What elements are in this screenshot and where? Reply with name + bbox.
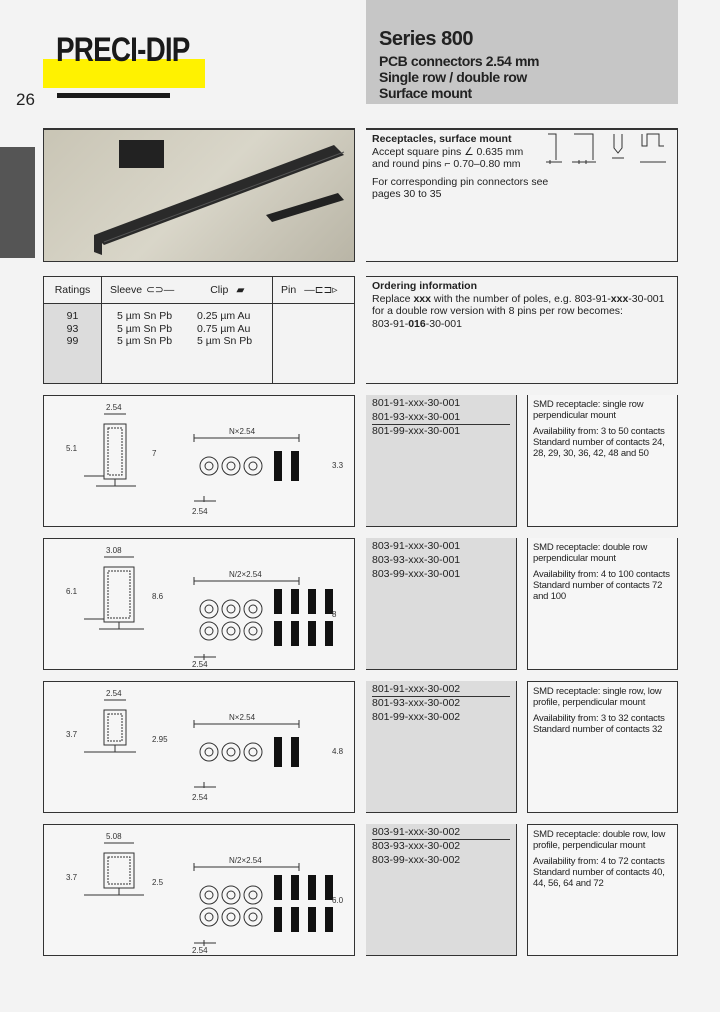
part-number: 803-91-xxx-30-001 [372,540,461,552]
mounting-symbols-icon [544,132,674,168]
dimension-label: 7 [152,449,157,458]
header-line: Surface mount [379,85,472,101]
part-numbers [366,395,517,527]
logo-underline [57,93,170,98]
receptacles-title: Receptacles, surface mount [372,133,512,145]
connector-photo-illustration [44,130,355,262]
dimension-label: 3.7 [66,873,78,882]
ordering-example: 016 [408,317,426,330]
ordering-text: Replace [372,292,414,305]
product-description [527,681,678,813]
dimension-label: 8.6 [152,592,164,601]
part-numbers [366,681,517,813]
clip-rating: 0.25 µm Au [197,310,251,322]
technical-drawing [43,538,355,670]
part-numbers [366,538,517,670]
dimension-label: 2.54 [192,946,208,955]
receptacles-text: pages 30 to 35 [372,188,442,200]
ordering-text: with the number of poles, e.g. 803-91- [430,292,611,305]
receptacles-text: For corresponding pin connectors see [372,175,549,188]
product-description [527,538,678,670]
ordering-example: -30-001 [425,317,462,330]
product-availability: Availability from: 3 to 32 contacts Standard number of contacts 32 [533,713,665,735]
part-number: 803-99-xxx-30-002 [372,854,461,866]
dimension-label: 5.08 [106,832,122,841]
dimension-label: 6.0 [332,896,344,905]
part-number: 801-91-xxx-30-002 [372,683,510,697]
page-number: 26 [16,90,35,109]
ordering-text: for a double row version with 8 pins per row becomes: [372,305,623,317]
part-number: 801-93-xxx-30-001 [372,411,510,425]
part-number: 803-93-xxx-30-001 [372,554,461,566]
part-number: 803-91-xxx-30-002 [372,826,510,840]
dimension-label: 6.1 [66,587,78,596]
product-availability: Availability from: 4 to 100 contacts Standard number of contacts 72 and 100 [533,569,670,602]
product-description [527,395,678,527]
part-number: 801-91-xxx-30-001 [372,397,461,409]
product-availability: Availability from: 3 to 50 contacts Standard number of contacts 24, 28, 29, 30, 36, 42, 48 and 50 [533,426,665,459]
part-number: 801-99-xxx-30-002 [372,711,461,723]
sleeve-rating: 5 µm Sn Pb [117,310,173,322]
sleeve-rating: 5 µm Sn Pb [117,335,173,347]
ordering-info [366,276,678,384]
series-header [366,0,678,104]
clip-icon: ▰ [236,284,245,296]
clip-rating: 5 µm Sn Pb [197,335,253,347]
dimension-label: 2.54 [106,403,122,412]
product-type: SMD receptacle: single row, low profile, perpendicular mount [533,686,662,708]
dimension-label: N/2×2.54 [229,856,262,865]
clip-rating: 0.75 µm Au [197,322,251,335]
technical-drawing [43,681,355,813]
dimension-drawing [44,825,356,957]
rating-code: 91 [66,310,79,322]
pin-header: Pin [281,284,297,296]
dimension-drawing [44,396,356,528]
part-numbers [366,824,517,956]
technical-drawing [43,824,355,956]
dimension-label: 4.8 [332,747,344,756]
ratings-header: Ratings [44,277,102,303]
brand-logo: PRECI-DIP [56,31,190,69]
sleeve-header: Sleeve [110,284,143,296]
rating-code: 93 [66,322,79,335]
dimension-label: 3.3 [332,461,344,470]
receptacles-text: Accept square pins ∠ 0.635 mm [372,145,524,158]
dimension-label: 3.08 [106,546,122,555]
product-description [527,824,678,956]
dimension-label: 2.54 [192,660,208,669]
pin-icon: —⊏⊐▹ [304,284,338,296]
dimension-label: 2.54 [106,689,122,698]
part-number: 801-99-xxx-30-001 [372,425,461,437]
dimension-label: 3.7 [66,730,78,739]
product-type: SMD receptacle: double row perpendicular mount [533,542,648,564]
ordering-text: xxx [610,292,629,305]
dimension-drawing [44,682,356,814]
ratings-table [43,276,355,384]
section-tab [0,147,35,258]
product-availability: Availability from: 4 to 72 contacts Standard number of contacts 40, 44, 56, 64 and 72 [533,856,665,889]
dimension-label: N/2×2.54 [229,570,262,579]
clip-header: Clip [210,284,229,296]
part-number: 801-93-xxx-30-002 [372,697,461,709]
product-photo [43,129,355,262]
dimension-label: 2.95 [152,735,168,744]
sleeve-rating: 5 µm Sn Pb [117,322,173,335]
ordering-text: -30-001 [628,292,665,305]
dimension-label: 2.54 [192,507,208,516]
dimension-label: 2.5 [152,878,164,887]
product-type: SMD receptacle: single row perpendicular mount [533,399,644,421]
ordering-title: Ordering information [372,280,477,292]
dimension-label: 2.54 [192,793,208,802]
dimension-label: 5.1 [66,444,78,453]
dimension-label: N×2.54 [229,427,256,436]
receptacles-info [366,129,678,262]
ordering-text: xxx [413,292,431,305]
header-line: Single row / double row [379,69,527,85]
rating-code: 99 [66,335,79,347]
sleeve-icon: ⊂⊃— [146,284,175,296]
technical-drawing [43,395,355,527]
part-number: 803-99-xxx-30-001 [372,568,461,580]
series-title: Series 800 [379,28,473,50]
receptacles-text: and round pins ⌐ 0.70–0.80 mm [372,158,521,170]
ordering-example: 803-91- [372,317,409,330]
dimension-label: N×2.54 [229,713,256,722]
dimension-drawing [44,539,356,671]
dimension-label: 8 [332,610,337,619]
product-type: SMD receptacle: double row, low profile, perpendicular mount [533,829,666,851]
header-line: PCB connectors 2.54 mm [379,53,540,69]
part-number: 803-93-xxx-30-002 [372,840,461,852]
